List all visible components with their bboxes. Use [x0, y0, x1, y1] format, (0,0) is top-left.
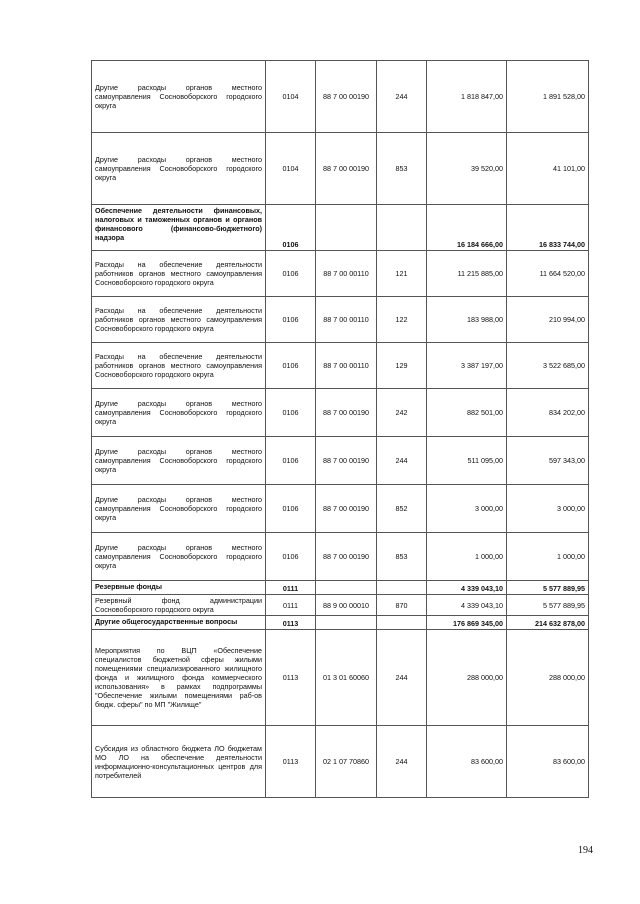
section-code-cell: 0111 — [266, 595, 316, 616]
amount-year1-cell: 288 000,00 — [427, 630, 507, 726]
expense-type-cell: 244 — [377, 726, 427, 798]
amount-year2-cell: 41 101,00 — [507, 133, 589, 205]
section-code-cell: 0106 — [266, 437, 316, 485]
target-code-cell — [316, 616, 377, 630]
expense-type-cell: 870 — [377, 595, 427, 616]
section-code-cell: 0113 — [266, 726, 316, 798]
amount-year1-cell: 1 818 847,00 — [427, 61, 507, 133]
target-code-cell: 88 7 00 00110 — [316, 297, 377, 343]
row-name-cell: Расходы на обеспечение деятельности работников органов местного самоуправления Сосновоборского городского округа — [92, 297, 266, 343]
table-body — [92, 61, 589, 798]
amount-year2-cell: 3 000,00 — [507, 485, 589, 533]
section-code-cell: 0111 — [266, 581, 316, 595]
amount-year1-cell: 3 000,00 — [427, 485, 507, 533]
section-code-cell: 0106 — [266, 533, 316, 581]
section-code-cell: 0106 — [266, 251, 316, 297]
amount-year2-cell: 1 000,00 — [507, 533, 589, 581]
row-name-cell: Другие расходы органов местного самоуправления Сосновоборского городского округа — [92, 485, 266, 533]
amount-year1-cell: 183 988,00 — [427, 297, 507, 343]
amount-year2-cell: 5 577 889,95 — [507, 581, 589, 595]
section-code-cell: 0106 — [266, 343, 316, 389]
target-code-cell: 88 7 00 00190 — [316, 389, 377, 437]
expense-type-cell: 244 — [377, 437, 427, 485]
table-row — [92, 133, 589, 205]
target-code-cell — [316, 581, 377, 595]
table-row — [92, 726, 589, 798]
amount-year2-cell: 16 833 744,00 — [507, 205, 589, 251]
target-code-cell: 88 7 00 00110 — [316, 343, 377, 389]
table-row — [92, 630, 589, 726]
target-code-cell: 01 3 01 60060 — [316, 630, 377, 726]
section-code-cell: 0113 — [266, 630, 316, 726]
amount-year1-cell: 3 387 197,00 — [427, 343, 507, 389]
amount-year1-cell: 39 520,00 — [427, 133, 507, 205]
row-name-cell: Другие расходы органов местного самоуправления Сосновоборского городского округа — [92, 133, 266, 205]
amount-year2-cell: 83 600,00 — [507, 726, 589, 798]
expense-type-cell: 121 — [377, 251, 427, 297]
table-row — [92, 251, 589, 297]
row-name-cell: Другие расходы органов местного самоуправления Сосновоборского городского округа — [92, 437, 266, 485]
amount-year2-cell: 1 891 528,00 — [507, 61, 589, 133]
section-code-cell: 0104 — [266, 61, 316, 133]
row-name-cell: Резервные фонды — [92, 581, 266, 595]
expense-type-cell: 852 — [377, 485, 427, 533]
amount-year1-cell: 882 501,00 — [427, 389, 507, 437]
amount-year2-cell: 11 664 520,00 — [507, 251, 589, 297]
row-name-cell: Другие общегосударственные вопросы — [92, 616, 266, 630]
amount-year1-cell: 4 339 043,10 — [427, 581, 507, 595]
row-name-cell: Другие расходы органов местного самоуправления Сосновоборского городского округа — [92, 389, 266, 437]
table-row — [92, 61, 589, 133]
section-code-cell: 0113 — [266, 616, 316, 630]
expense-type-cell: 242 — [377, 389, 427, 437]
target-code-cell — [316, 205, 377, 251]
amount-year2-cell: 5 577 889,95 — [507, 595, 589, 616]
table-row — [92, 533, 589, 581]
target-code-cell: 88 7 00 00190 — [316, 485, 377, 533]
target-code-cell: 88 7 00 00190 — [316, 533, 377, 581]
expense-type-cell: 122 — [377, 297, 427, 343]
row-name-cell: Расходы на обеспечение деятельности работников органов местного самоуправления Сосновоборского городского округа — [92, 251, 266, 297]
amount-year2-cell: 3 522 685,00 — [507, 343, 589, 389]
budget-table — [91, 60, 589, 798]
table-row — [92, 581, 589, 595]
expense-type-cell: 129 — [377, 343, 427, 389]
expense-type-cell — [377, 581, 427, 595]
table-row — [92, 389, 589, 437]
row-name-cell: Субсидия из областного бюджета ЛО бюджетам МО ЛО на обеспечение деятельности информационно-консультационных центров для потребителей — [92, 726, 266, 798]
row-name-cell: Расходы на обеспечение деятельности работников органов местного самоуправления Сосновоборского городского округа — [92, 343, 266, 389]
expense-type-cell: 853 — [377, 133, 427, 205]
amount-year2-cell: 210 994,00 — [507, 297, 589, 343]
table-row — [92, 437, 589, 485]
target-code-cell: 88 7 00 00190 — [316, 61, 377, 133]
amount-year2-cell: 288 000,00 — [507, 630, 589, 726]
amount-year1-cell: 83 600,00 — [427, 726, 507, 798]
expense-type-cell — [377, 205, 427, 251]
target-code-cell: 02 1 07 70860 — [316, 726, 377, 798]
expense-type-cell: 244 — [377, 630, 427, 726]
table-row — [92, 485, 589, 533]
target-code-cell: 88 7 00 00110 — [316, 251, 377, 297]
section-code-cell: 0106 — [266, 205, 316, 251]
amount-year1-cell: 1 000,00 — [427, 533, 507, 581]
target-code-cell: 88 9 00 00010 — [316, 595, 377, 616]
table-row — [92, 297, 589, 343]
target-code-cell: 88 7 00 00190 — [316, 133, 377, 205]
row-name-cell: Резервный фонд администрации Сосновоборского городского округа — [92, 595, 266, 616]
section-code-cell: 0106 — [266, 297, 316, 343]
target-code-cell: 88 7 00 00190 — [316, 437, 377, 485]
section-code-cell: 0106 — [266, 485, 316, 533]
row-name-cell: Обеспечение деятельности финансовых, налоговых и таможенных органов и органов финансового (финансово-бюджетного) надзора — [92, 205, 266, 251]
amount-year1-cell: 16 184 666,00 — [427, 205, 507, 251]
row-name-cell: Мероприятия по ВЦП «Обеспечение специалистов бюджетной сферы жилыми помещениями специализированного жилищного фонда и жилищного фонда коммерческого использования» в рамках подпрограммы "Обеспечение жилыми помещениями раб-ов бюдж. сферы" по МП "Жилище" — [92, 630, 266, 726]
expense-type-cell: 853 — [377, 533, 427, 581]
amount-year2-cell: 834 202,00 — [507, 389, 589, 437]
expense-type-cell — [377, 616, 427, 630]
row-name-cell: Другие расходы органов местного самоуправления Сосновоборского городского округа — [92, 533, 266, 581]
table-row — [92, 205, 589, 251]
amount-year2-cell: 597 343,00 — [507, 437, 589, 485]
section-code-cell: 0106 — [266, 389, 316, 437]
table-row — [92, 616, 589, 630]
page-number: 194 — [578, 845, 593, 856]
row-name-cell: Другие расходы органов местного самоуправления Сосновоборского городского округа — [92, 61, 266, 133]
amount-year1-cell: 11 215 885,00 — [427, 251, 507, 297]
expense-type-cell: 244 — [377, 61, 427, 133]
table-row — [92, 595, 589, 616]
table-row — [92, 343, 589, 389]
amount-year1-cell: 176 869 345,00 — [427, 616, 507, 630]
amount-year1-cell: 4 339 043,10 — [427, 595, 507, 616]
amount-year1-cell: 511 095,00 — [427, 437, 507, 485]
amount-year2-cell: 214 632 878,00 — [507, 616, 589, 630]
section-code-cell: 0104 — [266, 133, 316, 205]
